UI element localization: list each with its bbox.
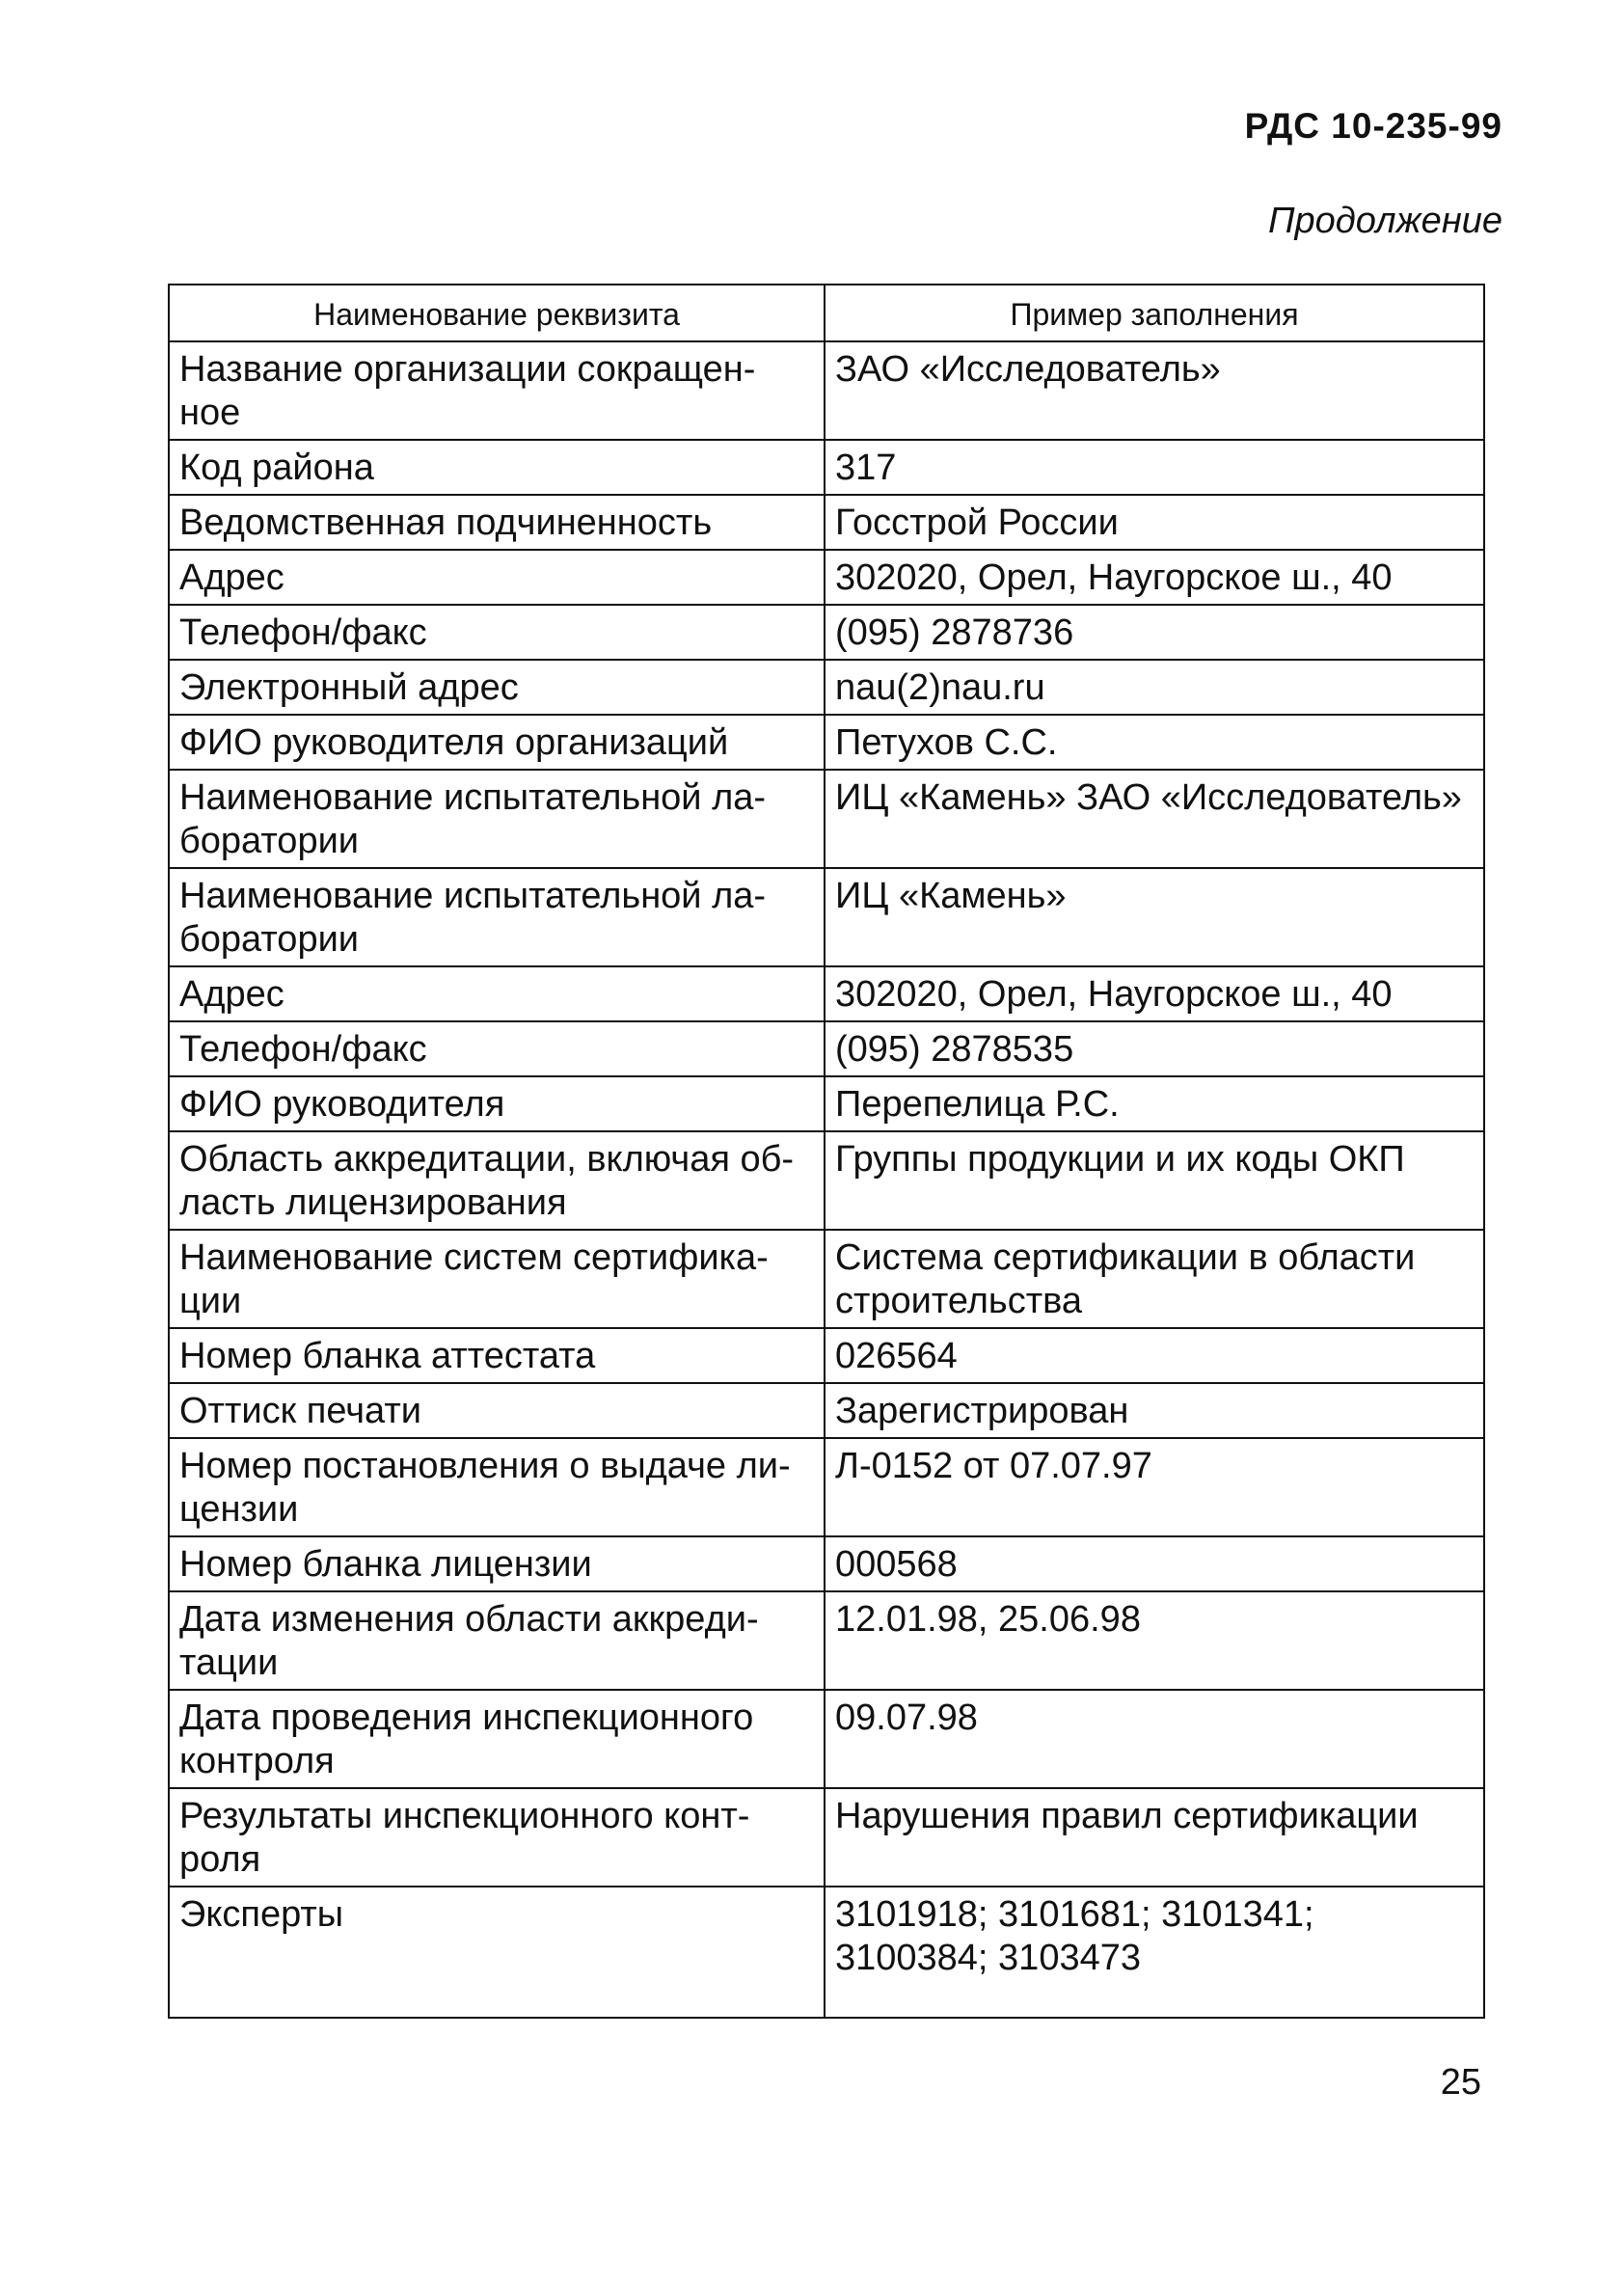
requisite-name: Эксперты <box>169 1887 825 2018</box>
table-row <box>169 1788 1484 1887</box>
requisite-name: Адрес <box>169 966 825 1021</box>
requisite-example: 302020, Орел, Наугорское ш., 40 <box>825 966 1484 1021</box>
requisite-name: Ведомственная подчиненность <box>169 495 825 550</box>
requisite-name: Дата проведения инспекционного контроля <box>169 1690 825 1788</box>
requisite-example: ЗАО «Исследователь» <box>825 341 1484 440</box>
requisite-name: Электронный адрес <box>169 660 825 715</box>
requisite-example: 09.07.98 <box>825 1690 1484 1788</box>
requisite-name: Номер бланка аттестата <box>169 1328 825 1383</box>
requisite-example: 12.01.98, 25.06.98 <box>825 1591 1484 1690</box>
requisite-example: Система сертификации в области строительства <box>825 1230 1484 1328</box>
table-row <box>169 495 1484 550</box>
table-row <box>169 1536 1484 1591</box>
continuation-label: Продолжение <box>1268 201 1502 241</box>
requisite-name: Код района <box>169 440 825 495</box>
requisite-name: ФИО руководителя <box>169 1076 825 1131</box>
document-code: РДС 10-235-99 <box>1244 106 1502 146</box>
requisite-name: Область аккредитации, включая об-ласть лицензирования <box>169 1131 825 1230</box>
requisite-example: nau(2)nau.ru <box>825 660 1484 715</box>
table-row <box>169 1021 1484 1076</box>
table-row <box>169 1438 1484 1536</box>
table-header-row <box>169 285 1484 341</box>
requisite-name: Наименование испытательной ла-боратории <box>169 868 825 966</box>
requisite-example: 302020, Орел, Наугорское ш., 40 <box>825 550 1484 605</box>
table-row <box>169 605 1484 660</box>
requisite-example: Группы продукции и их коды ОКП <box>825 1131 1484 1230</box>
table-row <box>169 341 1484 440</box>
requisite-name: Адрес <box>169 550 825 605</box>
requisite-name: Оттиск печати <box>169 1383 825 1438</box>
table-row <box>169 1131 1484 1230</box>
column-header-example: Пример заполнения <box>825 285 1484 341</box>
requisite-example: Перепелица Р.С. <box>825 1076 1484 1131</box>
table-row <box>169 1328 1484 1383</box>
requisite-name: Номер постановления о выдаче ли-цензии <box>169 1438 825 1536</box>
requisite-name: ФИО руководителя организаций <box>169 715 825 770</box>
requisite-example: Зарегистрирован <box>825 1383 1484 1438</box>
table-row <box>169 550 1484 605</box>
requisite-example: 317 <box>825 440 1484 495</box>
requisite-example: Л-0152 от 07.07.97 <box>825 1438 1484 1536</box>
requisite-example: 026564 <box>825 1328 1484 1383</box>
requisite-example: Петухов С.С. <box>825 715 1484 770</box>
requisite-name: Телефон/факс <box>169 605 825 660</box>
page-number: 25 <box>1440 2062 1481 2103</box>
requisite-example: 3101918; 3101681; 3101341; 3100384; 3103473 <box>825 1887 1484 2018</box>
table-row <box>169 660 1484 715</box>
requisite-name: Наименование систем сертифика-ции <box>169 1230 825 1328</box>
requisite-example: (095) 2878736 <box>825 605 1484 660</box>
requisite-example: Госстрой России <box>825 495 1484 550</box>
table-row <box>169 1591 1484 1690</box>
requisite-name: Наименование испытательной ла-боратории <box>169 770 825 868</box>
column-header-name: Наименование реквизита <box>169 285 825 341</box>
requisite-name: Номер бланка лицензии <box>169 1536 825 1591</box>
table-row <box>169 1076 1484 1131</box>
table-row <box>169 715 1484 770</box>
table-row <box>169 440 1484 495</box>
requisite-name: Дата изменения области аккреди-тации <box>169 1591 825 1690</box>
requisite-name: Название организации сокращен-ное <box>169 341 825 440</box>
requisite-example: ИЦ «Камень» ЗАО «Исследователь» <box>825 770 1484 868</box>
requisite-name: Телефон/факс <box>169 1021 825 1076</box>
requisite-example: ИЦ «Камень» <box>825 868 1484 966</box>
table-row <box>169 1690 1484 1788</box>
requisites-table <box>168 284 1485 2019</box>
table-row <box>169 1230 1484 1328</box>
requisite-example: 000568 <box>825 1536 1484 1591</box>
requisite-example: Нарушения правил сертификации <box>825 1788 1484 1887</box>
requisite-name: Результаты инспекционного конт-роля <box>169 1788 825 1887</box>
table-row <box>169 1383 1484 1438</box>
table-row <box>169 966 1484 1021</box>
table-row <box>169 770 1484 868</box>
table-row <box>169 868 1484 966</box>
table-row <box>169 1887 1484 2018</box>
requisite-example: (095) 2878535 <box>825 1021 1484 1076</box>
